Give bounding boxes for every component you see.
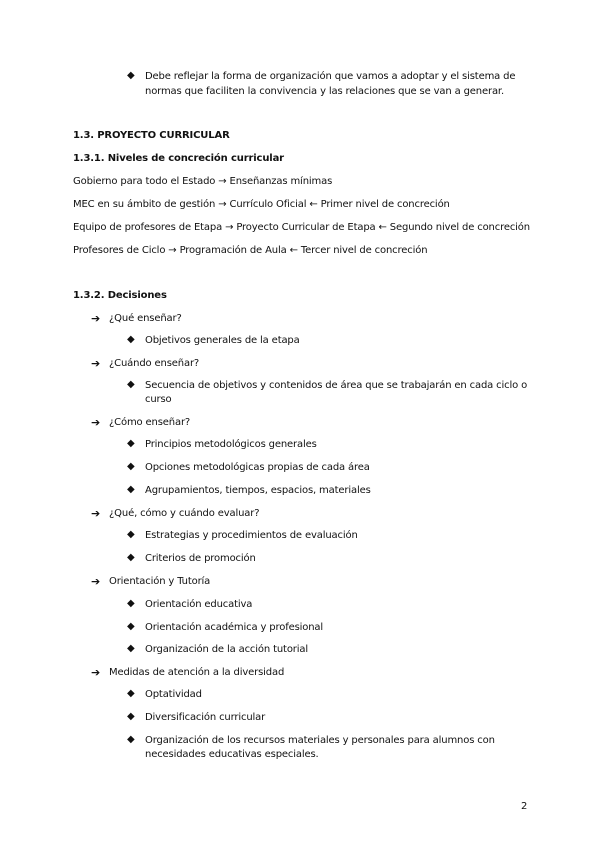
subsection-heading-decisions: 1.3.2. Decisiones — [73, 290, 167, 301]
decision-item-continued: curso — [145, 394, 172, 405]
decision-item: Criterios de promoción — [145, 553, 256, 564]
intro-line-2: normas que faciliten la convivencia y las relaciones que se van a generar. — [145, 86, 505, 97]
bullet-diamond-icon: ◆ — [127, 484, 135, 495]
level-line: MEC en su ámbito de gestión → Currículo Oficial ← Primer nivel de concreción — [73, 199, 450, 210]
decision-item: Principios metodológicos generales — [145, 439, 317, 450]
bullet-diamond-icon: ◆ — [127, 334, 135, 345]
decision-item: Orientación educativa — [145, 599, 253, 610]
bullet-diamond-icon: ◆ — [127, 379, 135, 390]
arrow-bullet-icon: ➔ — [91, 666, 101, 679]
arrow-bullet-icon: ➔ — [91, 416, 101, 429]
bullet-diamond-icon: ◆ — [127, 70, 135, 81]
arrow-bullet-icon: ➔ — [91, 312, 101, 325]
bullet-diamond-icon: ◆ — [127, 711, 135, 722]
arrow-bullet-icon: ➔ — [91, 575, 101, 588]
intro-line-1: Debe reflejar la forma de organización que vamos a adoptar y el sistema de — [145, 71, 516, 82]
bullet-diamond-icon: ◆ — [127, 461, 135, 472]
level-line: Gobierno para todo el Estado → Enseñanzas mínimas — [73, 176, 333, 187]
section-heading: 1.3. PROYECTO CURRICULAR — [73, 130, 230, 141]
decision-item: Orientación académica y profesional — [145, 622, 324, 633]
bullet-diamond-icon: ◆ — [127, 529, 135, 540]
bullet-diamond-icon: ◆ — [127, 438, 135, 449]
decision-item: Optatividad — [145, 689, 202, 700]
decision-item: Secuencia de objetivos y contenidos de área que se trabajarán en cada ciclo o — [145, 380, 528, 391]
decision-question: ¿Qué enseñar? — [109, 313, 182, 324]
bullet-diamond-icon: ◆ — [127, 598, 135, 609]
bullet-diamond-icon: ◆ — [127, 621, 135, 632]
decision-item: Opciones metodológicas propias de cada área — [145, 462, 370, 473]
decision-question: ¿Qué, cómo y cuándo evaluar? — [109, 508, 260, 519]
decision-item: Diversificación curricular — [145, 712, 266, 723]
page-number: 2 — [521, 801, 528, 812]
level-line: Equipo de profesores de Etapa → Proyecto Curricular de Etapa ← Segundo nivel de concreción — [73, 222, 530, 233]
decision-question: ¿Cuándo enseñar? — [109, 358, 200, 369]
bullet-diamond-icon: ◆ — [127, 643, 135, 654]
arrow-bullet-icon: ➔ — [91, 357, 101, 370]
decision-question: Orientación y Tutoría — [109, 576, 211, 587]
decision-question: ¿Cómo enseñar? — [109, 417, 191, 428]
bullet-diamond-icon: ◆ — [127, 734, 135, 745]
decision-item: Organización de los recursos materiales y personales para alumnos con — [145, 735, 495, 746]
bullet-diamond-icon: ◆ — [127, 552, 135, 563]
level-line: Profesores de Ciclo → Programación de Aula ← Tercer nivel de concreción — [73, 245, 428, 256]
subsection-heading-levels: 1.3.1. Niveles de concreción curricular — [73, 153, 284, 164]
decision-item: Objetivos generales de la etapa — [145, 335, 300, 346]
arrow-bullet-icon: ➔ — [91, 507, 101, 520]
decision-question: Medidas de atención a la diversidad — [109, 667, 285, 678]
decision-item: Estrategias y procedimientos de evaluación — [145, 530, 358, 541]
decision-item: Agrupamientos, tiempos, espacios, materiales — [145, 485, 371, 496]
decision-item: Organización de la acción tutorial — [145, 644, 308, 655]
decision-item-continued: necesidades educativas especiales. — [145, 749, 319, 760]
bullet-diamond-icon: ◆ — [127, 688, 135, 699]
